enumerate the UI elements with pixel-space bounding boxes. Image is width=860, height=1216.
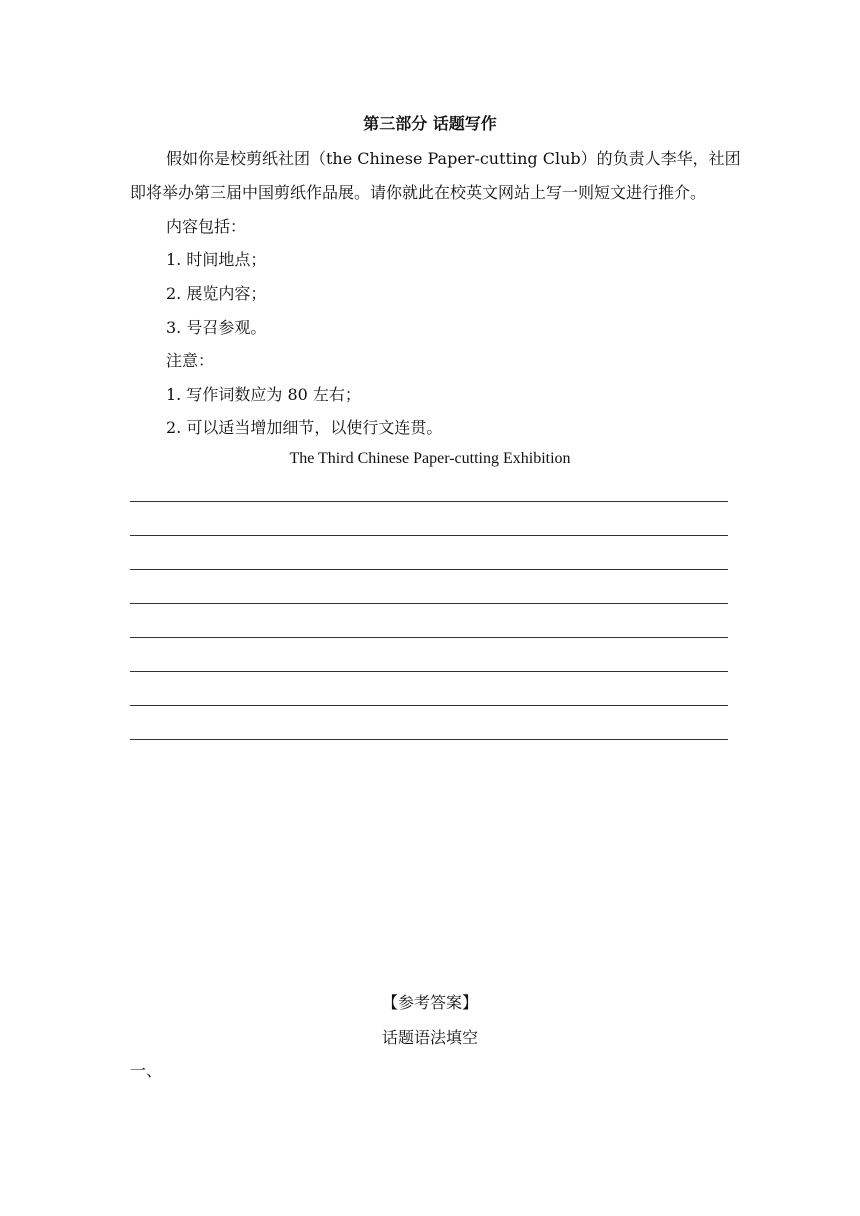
note-item-1: 1. 写作词数应为 80 左右； bbox=[166, 385, 361, 404]
content-item-1: 1. 时间地点； bbox=[166, 250, 267, 269]
section-title: 第三部分 话题写作 bbox=[363, 114, 497, 133]
content-item-3: 3. 号召参观。 bbox=[166, 318, 267, 337]
prompt-line-1: 假如你是校剪纸社团（the Chinese Paper-cutting Club）的负责人李华，社团 bbox=[166, 149, 741, 168]
writing-line[interactable] bbox=[130, 569, 728, 570]
writing-line[interactable] bbox=[130, 501, 728, 502]
writing-line[interactable] bbox=[130, 637, 728, 638]
answer-heading: 【参考答案】 bbox=[381, 993, 478, 1012]
writing-line[interactable] bbox=[130, 739, 728, 740]
note-item-2: 2. 可以适当增加细节，以使行文连贯。 bbox=[166, 418, 443, 437]
exhibition-title: The Third Chinese Paper-cutting Exhibition bbox=[289, 450, 571, 467]
answer-subheading: 话题语法填空 bbox=[381, 1028, 478, 1047]
writing-line[interactable] bbox=[130, 671, 728, 672]
writing-line[interactable] bbox=[130, 603, 728, 604]
writing-line[interactable] bbox=[130, 535, 728, 536]
content-item-2: 2. 展览内容； bbox=[166, 284, 267, 303]
prompt-line-2: 即将举办第三届中国剪纸作品展。请你就此在校英文网站上写一则短文进行推介。 bbox=[130, 183, 707, 202]
note-label: 注意： bbox=[166, 351, 215, 370]
content-label: 内容包括： bbox=[166, 217, 247, 236]
writing-line[interactable] bbox=[130, 705, 728, 706]
answer-part-label: 一、 bbox=[130, 1061, 163, 1080]
